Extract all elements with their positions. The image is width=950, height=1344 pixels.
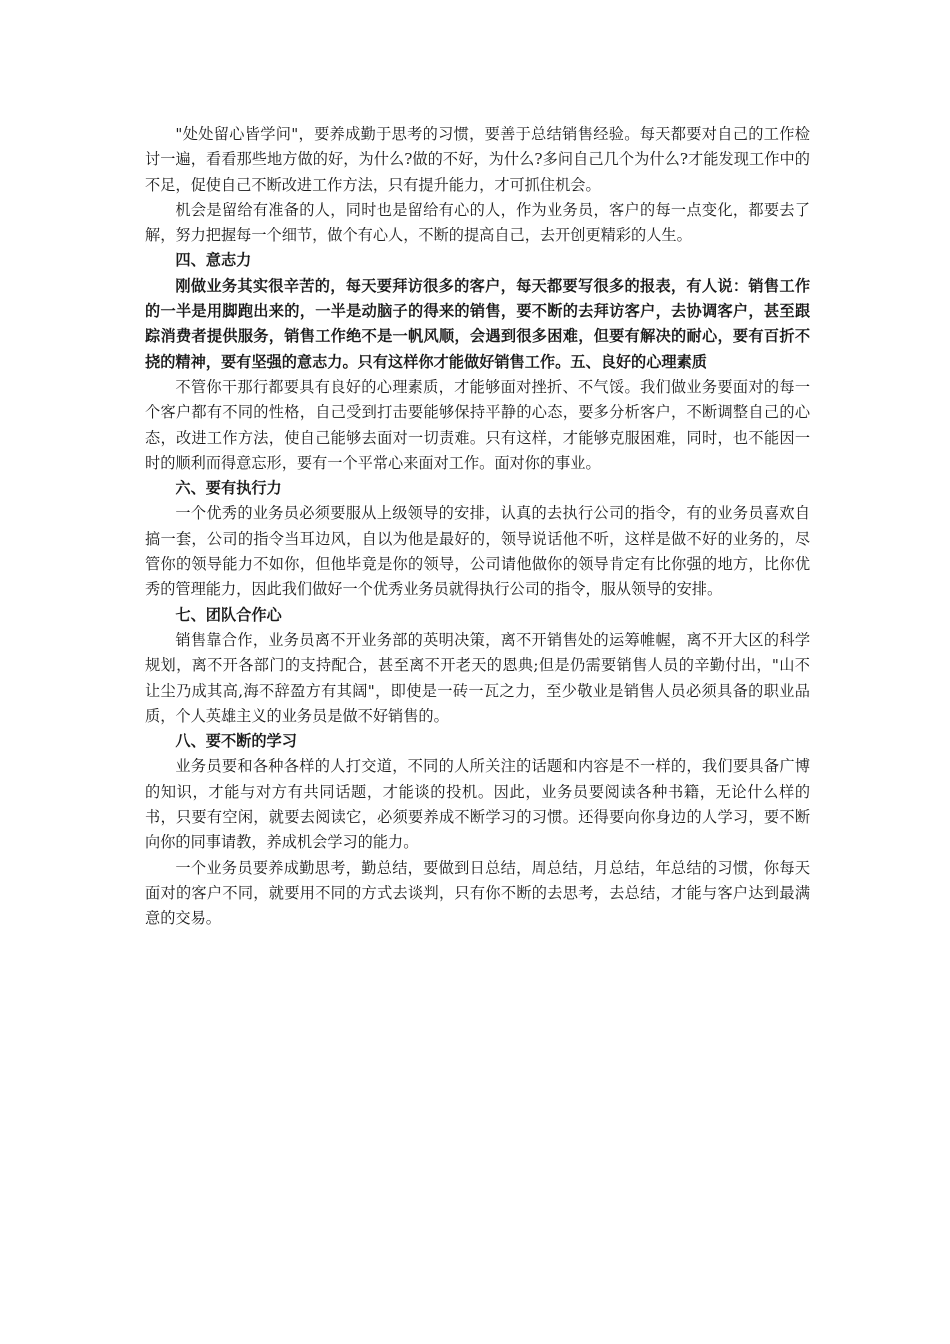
paragraph: 一个优秀的业务员必须要服从上级领导的安排，认真的去执行公司的指令，有的业务员喜欢自搞一套，公司的指令当耳边风，自以为他是最好的，领导说话他不听，这样是做不好的业务的，尽管你的领导能力不如你，但他毕竟是你的领导，公司请他做你的领导肯定有比你强的地方，比你优秀的管理能力，因此我们做好一个优秀业务员就得执行公司的指令，服从领导的安排。 <box>145 504 810 599</box>
section-heading: 八、要不断的学习 <box>175 732 297 751</box>
paragraph: 机会是留给有准备的人，同时也是留给有心的人，作为业务员，客户的每一点变化，都要去了解，努力把握每一个细节，做个有心人，不断的提高自己，去开创更精彩的人生。 <box>145 200 810 245</box>
section-heading: 七、团队合作心 <box>175 605 282 624</box>
paragraph: 一个业务员要养成勤思考，勤总结，要做到日总结，周总结，月总结，年总结的习惯，你每天面对的客户不同，就要用不同的方式去谈判，只有你不断的去思考，去总结，才能与客户达到最满意的交易。 <box>145 858 810 928</box>
paragraph: 不管你干那行都要具有良好的心理素质，才能够面对挫折、不气馁。我们做业务要面对的每一个客户都有不同的性格，自己受到打击要能够保持平静的心态，要多分析客户，不断调整自己的心态，改进工作方法，使自己能够去面对一切责难。只有这样，才能够克服困难，同时，也不能因一时的顺利而得意忘形，要有一个平常心来面对工作。面对你的事业。 <box>145 377 810 472</box>
section-heading: 六、要有执行力 <box>175 479 282 498</box>
bold-paragraph: 刚做业务其实很辛苦的，每天要拜访很多的客户，每天都要写很多的报表，有人说：销售工作的一半是用脚跑出来的，一半是动脑子的得来的销售，要不断的去拜访客户，去协调客户，甚至跟踪消费者提供服务，销售工作绝不是一帆风顺，会遇到很多困难，但要有解决的耐心，要有百折不挠的精神，要有坚强的意志力。只有这样你才能做好销售工作。五、良好的心理素质 <box>145 276 810 371</box>
paragraph: 销售靠合作，业务员离不开业务部的英明决策，离不开销售处的运筹帷幄，离不开大区的科学规划，离不开各部门的支持配合，甚至离不开老天的恩典;但是仍需要销售人员的辛勤付出，"山不让尘乃成其高,海不辞盈方有其阔"，即使是一砖一瓦之力，至少敬业是销售人员必须具备的职业品质，个人英雄主义的业务员是做不好销售的。 <box>145 630 810 725</box>
section-heading: 四、意志力 <box>175 251 252 270</box>
document-body <box>145 122 810 932</box>
paragraph: 业务员要和各种各样的人打交道，不同的人所关注的话题和内容是不一样的，我们要具备广博的知识，才能与对方有共同话题，才能谈的投机。因此，业务员要阅读各种书籍，无论什么样的书，只要有空闲，就要去阅读它，必须要养成不断学习的习惯。还得要向你身边的人学习，要不断向你的同事请教，养成机会学习的能力。 <box>145 757 810 852</box>
paragraph: "处处留心皆学问"，要养成勤于思考的习惯，要善于总结销售经验。每天都要对自己的工作检讨一遍，看看那些地方做的好，为什么?做的不好，为什么?多问自己几个为什么?才能发现工作中的不足，促使自己不断改进工作方法，只有提升能力，才可抓住机会。 <box>145 125 810 194</box>
